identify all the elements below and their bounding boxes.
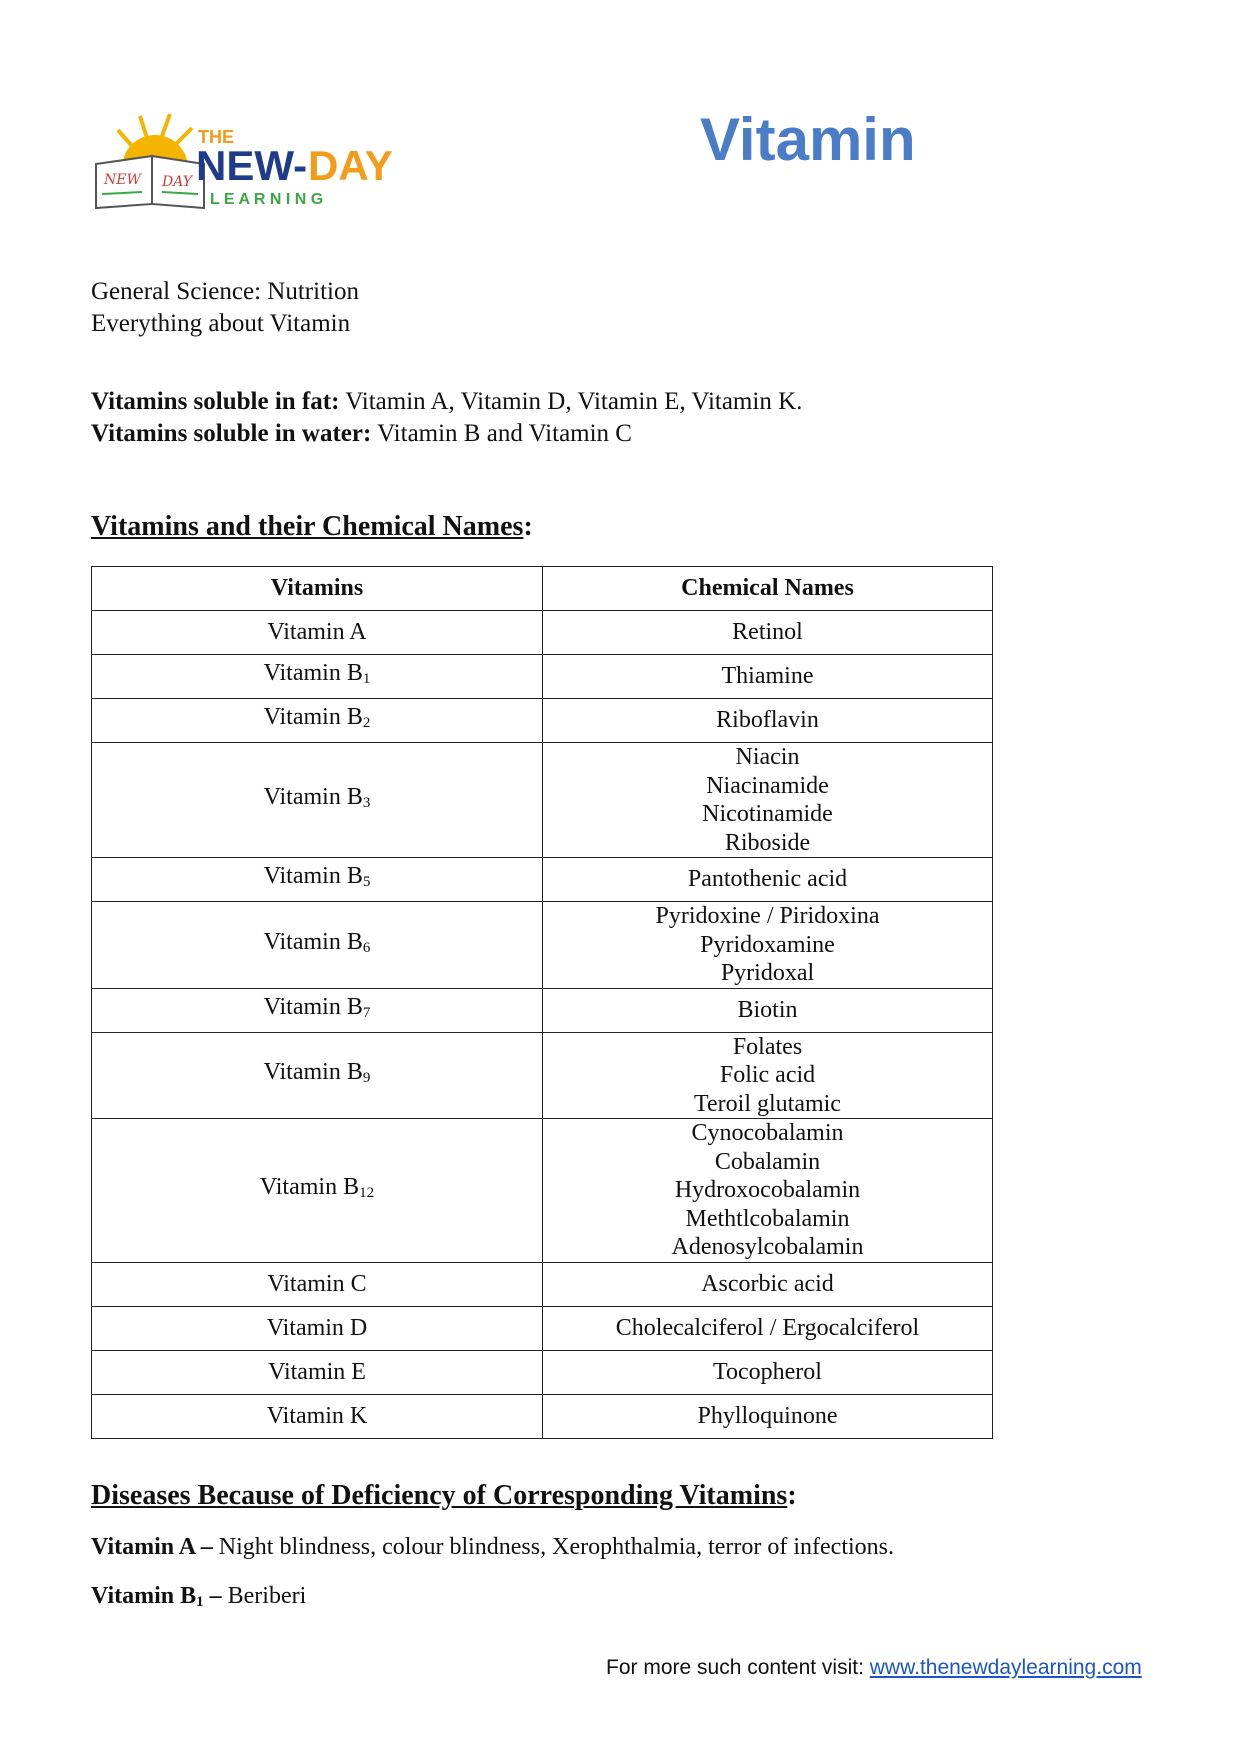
chemical-name: Phylloquinone: [697, 1402, 838, 1429]
table-row: [92, 743, 993, 858]
logo-the-text: THE: [198, 127, 234, 147]
table-row: [92, 611, 993, 655]
table-row: [92, 699, 993, 743]
chemical-name: Niacin: [735, 744, 800, 770]
logo-learning-text: L E A R N I N G: [210, 191, 324, 208]
vitamin-name-cell: Vitamin $B_1$: [92, 655, 543, 699]
vitamin-name-cell: Vitamin $B_2$: [92, 699, 543, 743]
vitamin-name-cell: Vitamin D: [92, 1306, 543, 1350]
chemical-name: Riboside: [724, 829, 811, 856]
chemical-name: Thiamine: [721, 663, 814, 690]
chemical-name: Folates: [732, 1033, 803, 1060]
chemical-name: Pyridoxamine: [700, 931, 835, 958]
table-row: [92, 1394, 993, 1438]
vitamin-name-cell: Vitamin $B_9$: [92, 1032, 543, 1119]
chemical-name: Ascorbic acid: [701, 1270, 834, 1297]
chemical-names-cell: [543, 1262, 993, 1306]
chemical-names-cell: [543, 1306, 993, 1350]
logo-new-text: NEW-: [196, 142, 308, 189]
table-row: [92, 1119, 993, 1263]
chemical-names-cell: [543, 699, 993, 743]
fat-soluble-value: Vitamin A, Vitamin D, Vitamin E, Vitamin K.: [339, 388, 803, 415]
fat-soluble-label: Vitamins soluble in fat:: [91, 388, 340, 415]
vitamin-name-cell: Vitamin $B_5$: [92, 858, 543, 902]
table-row: [92, 1032, 993, 1119]
deficiency-line-b1: [91, 1583, 306, 1611]
chemical-names-cell: [543, 655, 993, 699]
chemical-names-cell: [543, 1119, 993, 1263]
deficiency-section-heading: Diseases Because of Deficiency of Corresponding Vitamins:: [91, 1480, 797, 1511]
vitamin-name-cell: Vitamin $B_6$: [92, 902, 543, 989]
chemical-name: Riboflavin: [716, 707, 819, 734]
chemical-name: Adenosylcobalamin: [671, 1234, 864, 1260]
vitamin-name-cell: Vitamin K: [92, 1394, 543, 1438]
book-icon: [96, 156, 204, 208]
table-row: [92, 1350, 993, 1394]
chemical-names-cell: [543, 1350, 993, 1394]
fat-soluble-line: [91, 386, 802, 418]
deficiency-label: Vitamin $B_1$ –: [91, 1583, 222, 1610]
table-section-heading: Vitamins and their Chemical Names:: [91, 511, 533, 542]
table-body: [92, 611, 993, 1439]
chemical-name: Cholecalciferol / Ergocalciferol: [615, 1314, 920, 1341]
water-soluble-line: [91, 418, 802, 450]
vitamin-name-cell: Vitamin C: [92, 1262, 543, 1306]
vitamin-name-cell: Vitamin A: [92, 611, 543, 655]
footer: [606, 1656, 1142, 1680]
table-header-row: [92, 567, 993, 611]
water-soluble-label: Vitamins soluble in water:: [91, 420, 372, 447]
table-row: [92, 858, 993, 902]
table-row: [92, 988, 993, 1032]
chemical-names-cell: [543, 902, 993, 989]
svg-text:DAY: DAY: [162, 174, 193, 190]
vitamin-table: [91, 566, 993, 1439]
deficiency-label: Vitamin A –: [91, 1534, 213, 1560]
chemical-names-cell: [543, 858, 993, 902]
chemical-names-cell: [543, 1032, 993, 1119]
chemical-name: Nicotinamide: [702, 801, 833, 827]
intro: [91, 276, 359, 340]
intro-line: Everything about Vitamin: [91, 310, 351, 337]
chemical-name: Tocopherol: [713, 1358, 822, 1385]
footer-link[interactable]: www.thenewdaylearning.com: [869, 1656, 1142, 1679]
chemical-name: Teroil glutamic: [694, 1090, 841, 1117]
svg-text:NEW: NEW: [104, 172, 141, 188]
chemical-name: Biotin: [737, 996, 798, 1023]
logo-day-text: DAY: [308, 142, 393, 189]
solubility-info: [91, 386, 802, 450]
water-soluble-value: Vitamin B and Vitamin C: [371, 420, 632, 447]
table-row: [92, 1306, 993, 1350]
page-title: Vitamin: [700, 106, 916, 173]
vitamin-name-cell: Vitamin $B_7$: [92, 988, 543, 1032]
chemical-name: Cobalamin: [714, 1148, 821, 1175]
header-vitamins: Vitamins: [92, 567, 543, 611]
chemical-name: Folic acid: [719, 1062, 816, 1088]
chemical-names-cell: [543, 988, 993, 1032]
deficiency-text: Beriberi: [221, 1583, 307, 1609]
chemical-name: Pantothenic acid: [687, 866, 848, 893]
chemical-names-cell: [543, 743, 993, 858]
header-chemical-names: Chemical Names: [543, 567, 993, 611]
chemical-name: Methtlcobalamin: [685, 1205, 850, 1232]
table-row: [92, 1262, 993, 1306]
table-row: [92, 655, 993, 699]
vitamin-name-cell: Vitamin E: [92, 1350, 543, 1394]
logo-graphic: [92, 108, 452, 218]
chemical-name: Niacinamide: [706, 772, 829, 799]
vitamin-name-cell: Vitamin $B_{12}$: [92, 1119, 543, 1263]
footer-text: For more such content visit:: [606, 1656, 870, 1679]
table-row: [92, 902, 993, 989]
deficiency-text: Night blindness, colour blindness, Xerophthalmia, terror of infections.: [212, 1534, 894, 1560]
chemical-name: Pyridoxal: [720, 960, 815, 986]
logo: [92, 108, 452, 218]
chemical-name: Hydroxocobalamin: [674, 1177, 861, 1203]
deficiency-line-a: [91, 1534, 894, 1561]
chemical-names-cell: [543, 1394, 993, 1438]
chemical-names-cell: [543, 611, 993, 655]
vitamin-name-cell: Vitamin $B_3$: [92, 743, 543, 858]
chemical-name: Retinol: [732, 619, 803, 646]
chemical-name: Pyridoxine / Piridoxina: [655, 903, 880, 929]
chemical-name: Cynocobalamin: [691, 1120, 844, 1146]
intro-line: General Science: Nutrition: [91, 278, 359, 305]
